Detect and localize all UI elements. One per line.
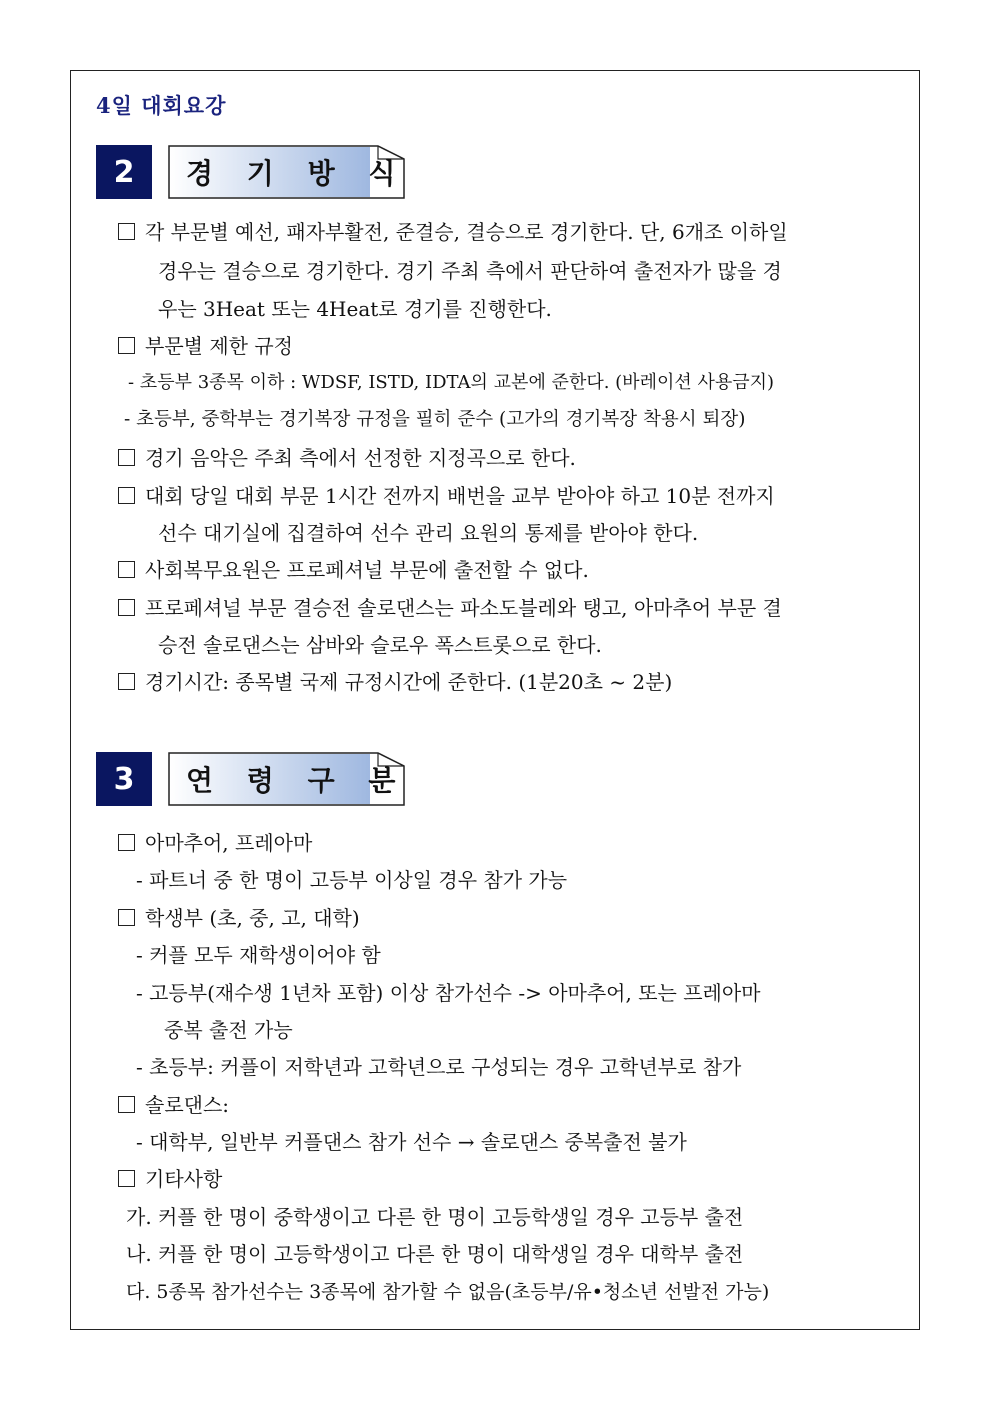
list-item: 우는 3Heat 또는 4Heat로 경기를 진행한다. bbox=[158, 297, 552, 321]
list-item: 아마추어, 프레아마 bbox=[118, 831, 312, 855]
checkbox-square-icon bbox=[118, 1096, 135, 1113]
checkbox-square-icon bbox=[118, 834, 135, 851]
checkbox-square-icon bbox=[118, 223, 135, 240]
checkbox-square-icon bbox=[118, 337, 135, 354]
section-title-tab bbox=[168, 145, 408, 199]
day-title: 4일 대회요강 bbox=[96, 93, 227, 118]
list-item: - 고등부(재수생 1년차 포함) 이상 참가선수 -> 아마추어, 또는 프레아마 bbox=[136, 981, 761, 1005]
list-item: 경기시간: 종목별 국제 규정시간에 준한다. (1분20초 ~ 2분) bbox=[118, 670, 672, 694]
checkbox-square-icon bbox=[118, 561, 135, 578]
list-item: - 초등부: 커플이 저학년과 고학년으로 구성되는 경우 고학년부로 참가 bbox=[136, 1055, 742, 1079]
list-item: - 초등부, 중학부는 경기복장 규정을 필히 준수 (고가의 경기복장 착용시 퇴장) bbox=[124, 409, 746, 430]
checkbox-square-icon bbox=[118, 909, 135, 926]
list-item: - 초등부 3종목 이하 : WDSF, ISTD, IDTA의 교본에 준한다. (바레이션 사용금지) bbox=[128, 372, 775, 393]
section-number: 3 bbox=[96, 752, 152, 806]
section-header-3 bbox=[96, 752, 416, 806]
list-item: - 파트너 중 한 명이 고등부 이상일 경우 참가 가능 bbox=[136, 868, 568, 892]
section-title-tab bbox=[168, 752, 408, 806]
list-item: 다. 5종목 참가선수는 3종목에 참가할 수 없음(초등부/유•청소년 선발전 가능) bbox=[126, 1281, 770, 1303]
checkbox-square-icon bbox=[118, 487, 135, 504]
checkbox-square-icon bbox=[118, 449, 135, 466]
list-item: - 대학부, 일반부 커플댄스 참가 선수 → 솔로댄스 중복출전 불가 bbox=[136, 1130, 687, 1154]
list-item: 사회복무요원은 프로페셔널 부문에 출전할 수 없다. bbox=[118, 558, 589, 582]
checkbox-square-icon bbox=[118, 673, 135, 690]
list-item: 각 부문별 예선, 패자부활전, 준결승, 결승으로 경기한다. 단, 6개조 이하일 bbox=[118, 220, 788, 244]
list-item: 경기 음악은 주최 측에서 선정한 지정곡으로 한다. bbox=[118, 446, 576, 470]
list-item: 승전 솔로댄스는 삼바와 슬로우 폭스트롯으로 한다. bbox=[158, 633, 602, 657]
list-item: 중복 출전 가능 bbox=[164, 1018, 293, 1042]
section-header-2 bbox=[96, 145, 416, 199]
list-item: 프로페셔널 부문 결승전 솔로댄스는 파소도블레와 탱고, 아마추어 부문 결 bbox=[118, 596, 782, 620]
list-item: 학생부 (초, 중, 고, 대학) bbox=[118, 906, 360, 930]
list-item: 선수 대기실에 집결하여 선수 관리 요원의 통제를 받아야 한다. bbox=[158, 521, 699, 545]
checkbox-square-icon bbox=[118, 599, 135, 616]
list-item: 부문별 제한 규정 bbox=[118, 334, 293, 358]
section-title: 경 기 방 식 bbox=[186, 157, 408, 190]
section-title: 연 령 구 분 bbox=[186, 764, 408, 797]
list-item: 대회 당일 대회 부문 1시간 전까지 배번을 교부 받아야 하고 10분 전까지 bbox=[118, 484, 775, 508]
list-item: 기타사항 bbox=[118, 1167, 222, 1191]
section-number: 2 bbox=[96, 145, 152, 199]
list-item: - 커플 모두 재학생이어야 함 bbox=[136, 943, 381, 967]
checkbox-square-icon bbox=[118, 1170, 135, 1187]
list-item: 솔로댄스: bbox=[118, 1093, 229, 1117]
list-item: 나. 커플 한 명이 고등학생이고 다른 한 명이 대학생일 경우 대학부 출전 bbox=[126, 1242, 744, 1266]
list-item: 경우는 결승으로 경기한다. 경기 주최 측에서 판단하여 출전자가 많을 경 bbox=[158, 259, 782, 283]
list-item: 가. 커플 한 명이 중학생이고 다른 한 명이 고등학생일 경우 고등부 출전 bbox=[126, 1205, 744, 1229]
